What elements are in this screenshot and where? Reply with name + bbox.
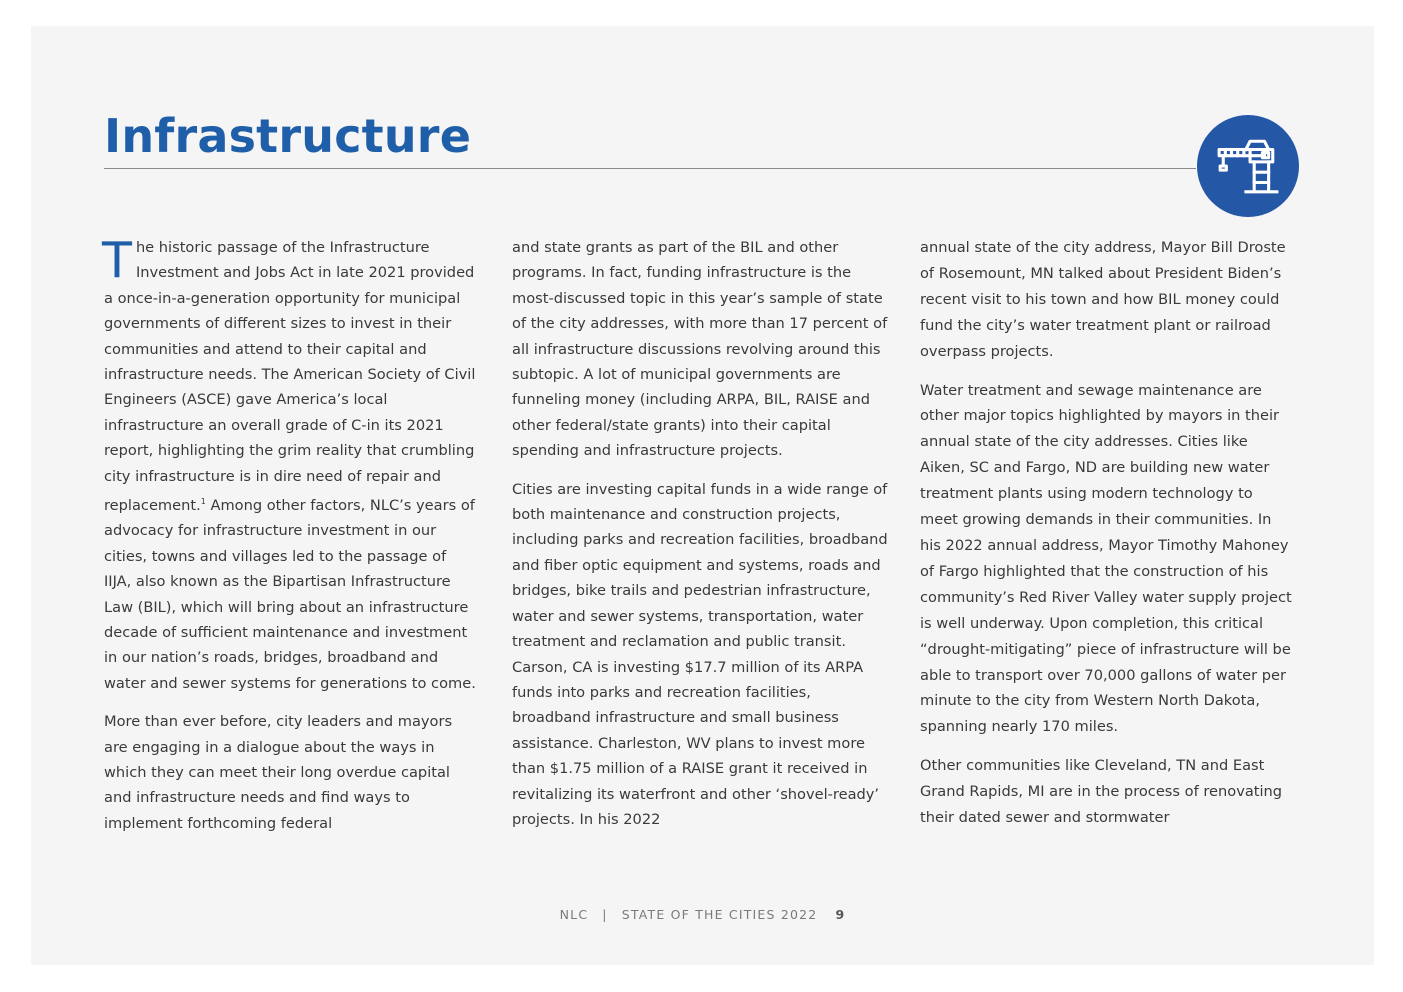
paragraph: Water treatment and sewage maintenance are other major topics highlighted by mayors in their annual state of the city addresses. Cities like Aiken, SC and Fargo, ND are building new water treatment plants using modern technology to meet growing demands in their communities. In his 2022 annual address, Mayor Timothy Mahoney of Fargo highlighted that the construction of his community’s Red River Valley water supply project is well underway. Upon completion, this critical “drought-mitigating” piece of infrastructure will be able to transport over 70,000 gallons of water per minute to the city from Western North Dakota, spanning nearly 170 miles. — [920, 381, 1292, 736]
paragraph: More than ever before, city leaders and mayors are engaging in a dialogue about the ways in which they can meet their long overdue capital and infrastructure needs and find ways to implement forthcoming federal — [104, 713, 453, 832]
footnote-marker: 1 — [200, 497, 206, 507]
paragraph: Cities are investing capital funds in a wide range of both maintenance and construction projects, including parks and recreation facilities, broadband and fiber optic equipment and systems, roads and bridges, bike trails and pedestrian infrastructure, water and sewer systems, transportation, water treatment and reclamation and public transit. Carson, CA is investing $17.7 million of its ARPA funds into parks and recreation facilities, broadband infrastructure and small business assistance. Charleston, WV plans to invest more than $1.75 million of a RAISE grant it received in revitalizing its waterfront and other ‘shovel-ready’ projects. In his 2022 — [512, 480, 888, 828]
paragraph-text: he historic passage of the Infrastructure Investment and Jobs Act in late 2021 provided a once-in-a-generation opportunity for municipal governments of different sizes to invest in their communities and attend to their capital and infrastructure needs. The American Society of Civil Engineers (ASCE) gave America’s local infrastructure an overall grade of C-in its 2021 report, highlighting the grim reality that crumbling city infrastructure is in dire need of repair and replacement. — [104, 239, 476, 514]
section-badge — [1197, 115, 1299, 217]
footer-separator: | — [602, 907, 608, 922]
paragraph — [102, 232, 476, 696]
footer-publication: STATE OF THE CITIES 2022 — [621, 907, 818, 922]
crane-icon — [1215, 133, 1281, 199]
paragraph: annual state of the city address, Mayor Bill Droste of Rosemount, MN talked about President Biden’s recent visit to his town and how BIL money could fund the city’s water treatment plant or railroad overpass projects. — [920, 239, 1286, 360]
footer-org: NLC — [559, 907, 589, 922]
document-page — [31, 26, 1374, 965]
page-footer — [31, 907, 1374, 922]
paragraph: and state grants as part of the BIL and other programs. In fact, funding infrastructure is the most-discussed topic in this year’s sample of state of the city addresses, with more than 17 percent of all infrastructure discussions revolving around this subtopic. A lot of municipal governments are funneling money (including ARPA, BIL, RAISE and other federal/state grants) into their capital spending and infrastructure projects. — [512, 239, 888, 460]
page-title: Infrastructure — [104, 109, 472, 163]
text-column-3 — [920, 235, 1292, 844]
drop-cap: T — [102, 232, 132, 289]
title-divider — [104, 168, 1196, 169]
paragraph-text: Among other factors, NLC’s years of advocacy for infrastructure investment in our cities, towns and villages led to the passage of IIJA, also known as the Bipartisan Infrastructure Law (BIL), which will bring about an infrastructure decade of sufficient maintenance and investment in our nation’s roads, bridges, broadband and water and sewer systems for generations to come. — [104, 496, 476, 692]
paragraph: Other communities like Cleveland, TN and East Grand Rapids, MI are in the process of renovating their dated sewer and stormwater — [920, 757, 1283, 827]
text-column-2 — [512, 235, 892, 845]
text-column-1 — [102, 232, 476, 849]
page-number: 9 — [835, 907, 846, 922]
